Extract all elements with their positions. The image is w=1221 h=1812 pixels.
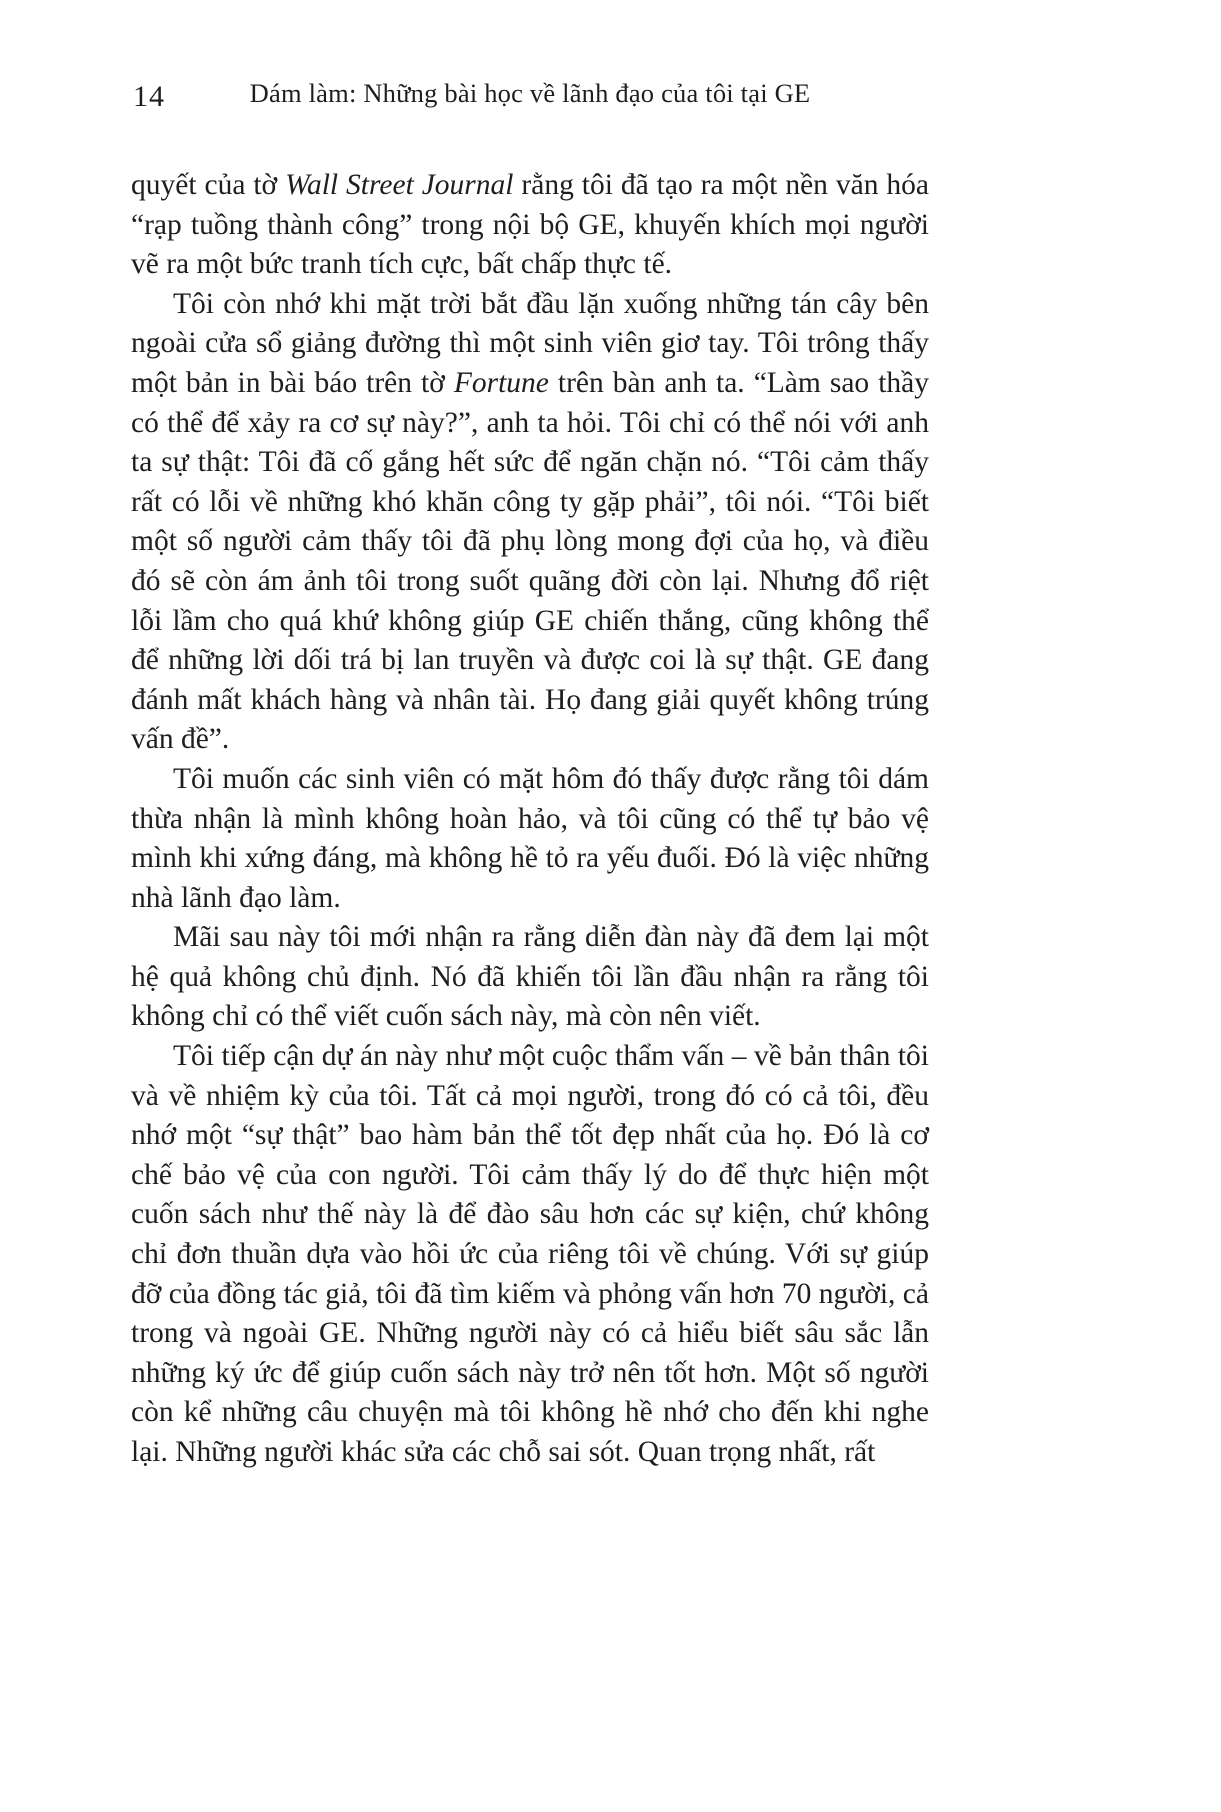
text-segment: rằng tôi đã tạo ra một nền văn hóa “rạp tuồng thành công” trong nội bộ GE, khuyến khích mọi người vẽ ra một bức tranh tích cực, bất chấp thực tế. <box>131 169 929 281</box>
paragraph <box>131 285 929 760</box>
text-segment: Tôi tiếp cận dự án này như một cuộc thẩm vấn – về bản thân tôi và về nhiệm kỳ của tôi. Tất cả mọi người, trong đó có cả tôi, đều nhớ một “sự thật” bao hàm bản thể tốt đẹp nhất của họ. Đó là cơ chế bảo vệ của con người. Tôi cảm thấy lý do để thực hiện một cuốn sách như thế này là để đào sâu hơn các sự kiện, chứ không chỉ đơn thuần dựa vào hồi ức của riêng tôi về chúng. Với sự giúp đỡ của đồng tác giả, tôi đã tìm kiếm và phỏng vấn hơn 70 người, cả trong và ngoài GE. Những người này có cả hiểu biết sâu sắc lẫn những ký ức để giúp cuốn sách này trở nên tốt hơn. Một số người còn kể những câu chuyện mà tôi không hề nhớ cho đến khi nghe lại. Những người khác sửa các chỗ sai sót. Quan trọng nhất, rất <box>131 1040 929 1468</box>
paragraph <box>131 918 929 1037</box>
page-header <box>131 78 929 118</box>
text-segment: trên bàn anh ta. “Làm sao thầy có thể để xảy ra cơ sự này?”, anh ta hỏi. Tôi chỉ có thể nói với anh ta sự thật: Tôi đã cố gắng hết sức để ngăn chặn nó. “Tôi cảm thấy rất có lỗi về những khó khăn công ty gặp phải”, tôi nói. “Tôi biết một số người cảm thấy tôi đã phụ lòng mong đợi của họ, và điều đó sẽ còn ám ảnh tôi trong suốt quãng đời còn lại. Nhưng đổ riệt lỗi lầm cho quá khứ không giúp GE chiến thắng, cũng không thể để những lời dối trá bị lan truyền và được coi là sự thật. GE đang đánh mất khách hàng và nhân tài. Họ đang giải quyết không trúng vấn đề”. <box>131 366 929 756</box>
italic-publication-title: Fortune <box>453 366 549 399</box>
running-title: Dám làm: Những bài học về lãnh đạo của tôi tại GE <box>249 78 811 108</box>
italic-publication-title: Wall Street Journal <box>285 169 514 201</box>
text-segment: quyết của tờ <box>131 169 286 201</box>
text-segment: Tôi còn nhớ khi mặt trời bắt đầu lặn xuống những tán cây bên ngoài cửa sổ giảng đường thì một sinh viên giơ tay. Tôi trông thấy một bản in bài báo trên tờ <box>131 287 929 399</box>
page-body <box>131 166 929 1473</box>
text-segment: Mãi sau này tôi mới nhận ra rằng diễn đàn này đã đem lại một hệ quả không chủ định. Nó đã khiến tôi lần đầu nhận ra rằng tôi không chỉ có thể viết cuốn sách này, mà còn nên viết. <box>131 921 929 1033</box>
paragraph <box>131 1037 929 1473</box>
paragraph <box>131 760 929 918</box>
paragraph <box>131 166 929 285</box>
page-number: 14 <box>133 80 165 113</box>
text-segment: Tôi muốn các sinh viên có mặt hôm đó thấy được rằng tôi dám thừa nhận là mình không hoàn hảo, và tôi cũng có thể tự bảo vệ mình khi xứng đáng, mà không hề tỏ ra yếu đuối. Đó là việc những nhà lãnh đạo làm. <box>131 762 929 914</box>
